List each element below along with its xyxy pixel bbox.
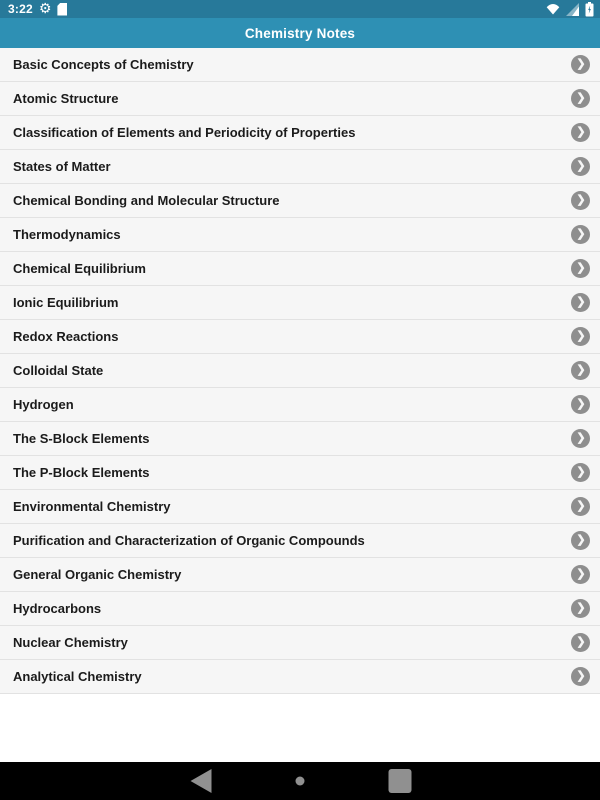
list-item-label: Analytical Chemistry — [13, 669, 142, 684]
battery-charging-icon — [585, 2, 594, 17]
list-item-label: Purification and Characterization of Organic Compounds — [13, 533, 365, 548]
chevron-right-icon: ❯ — [571, 191, 590, 210]
list-item-label: Chemical Bonding and Molecular Structure — [13, 193, 280, 208]
back-icon — [191, 769, 212, 793]
list-item-label: Basic Concepts of Chemistry — [13, 57, 194, 72]
list-item-label: Atomic Structure — [13, 91, 119, 106]
list-item[interactable] — [0, 286, 600, 320]
list-item-label: Colloidal State — [13, 363, 104, 378]
list-item-label: Ionic Equilibrium — [13, 295, 119, 310]
list-item-label: Nuclear Chemistry — [13, 635, 128, 650]
chevron-right-icon: ❯ — [571, 463, 590, 482]
home-icon — [296, 777, 305, 786]
chevron-right-icon: ❯ — [571, 531, 590, 550]
chevron-right-icon: ❯ — [571, 327, 590, 346]
list-item-label: Environmental Chemistry — [13, 499, 171, 514]
list-item[interactable] — [0, 320, 600, 354]
page-title: Chemistry Notes — [244, 25, 356, 41]
chapter-list — [0, 48, 600, 694]
chevron-right-icon: ❯ — [571, 225, 590, 244]
list-item-label: Thermodynamics — [13, 227, 121, 242]
list-item-label: The P-Block Elements — [13, 465, 150, 480]
list-item-label: Hydrocarbons — [13, 601, 102, 616]
list-item[interactable] — [0, 388, 600, 422]
signal-icon — [566, 3, 579, 16]
chevron-right-icon: ❯ — [571, 599, 590, 618]
list-item[interactable] — [0, 184, 600, 218]
list-item[interactable] — [0, 660, 600, 694]
list-item[interactable] — [0, 218, 600, 252]
chevron-right-icon: ❯ — [571, 293, 590, 312]
status-bar — [0, 0, 600, 18]
list-item[interactable] — [0, 558, 600, 592]
sdcard-icon — [57, 3, 67, 16]
chevron-right-icon: ❯ — [571, 259, 590, 278]
chevron-right-icon: ❯ — [571, 633, 590, 652]
chevron-right-icon: ❯ — [571, 123, 590, 142]
home-button[interactable] — [296, 777, 305, 786]
list-item[interactable] — [0, 456, 600, 490]
chevron-right-icon: ❯ — [571, 429, 590, 448]
wifi-icon — [546, 2, 560, 16]
list-item-label: States of Matter — [13, 159, 111, 174]
recents-icon — [389, 769, 412, 793]
chevron-right-icon: ❯ — [571, 565, 590, 584]
chevron-right-icon: ❯ — [571, 667, 590, 686]
settings-icon: ⚙ — [38, 1, 52, 17]
list-item[interactable] — [0, 524, 600, 558]
chevron-right-icon: ❯ — [571, 55, 590, 74]
list-item-label: Hydrogen — [13, 397, 74, 412]
list-item[interactable] — [0, 354, 600, 388]
list-item-label: The S-Block Elements — [13, 431, 150, 446]
list-item[interactable] — [0, 116, 600, 150]
nav-bar — [0, 762, 600, 800]
status-time: 3:22 — [8, 2, 33, 16]
list-item[interactable] — [0, 592, 600, 626]
list-item[interactable] — [0, 252, 600, 286]
chevron-right-icon: ❯ — [571, 395, 590, 414]
list-item[interactable] — [0, 626, 600, 660]
chevron-right-icon: ❯ — [571, 89, 590, 108]
list-item[interactable] — [0, 82, 600, 116]
list-item[interactable] — [0, 422, 600, 456]
back-button[interactable] — [191, 769, 212, 793]
chevron-right-icon: ❯ — [571, 157, 590, 176]
list-item[interactable] — [0, 490, 600, 524]
list-item-label: Classification of Elements and Periodicity of Properties — [13, 125, 356, 140]
list-item[interactable] — [0, 48, 600, 82]
chevron-right-icon: ❯ — [571, 497, 590, 516]
list-item-label: General Organic Chemistry — [13, 567, 182, 582]
recents-button[interactable] — [389, 769, 412, 793]
chevron-right-icon: ❯ — [571, 361, 590, 380]
status-bar-right — [546, 0, 594, 18]
app-bar — [0, 18, 600, 48]
list-item[interactable] — [0, 150, 600, 184]
status-bar-left — [6, 0, 67, 18]
list-item-label: Chemical Equilibrium — [13, 261, 146, 276]
list-item-label: Redox Reactions — [13, 329, 119, 344]
